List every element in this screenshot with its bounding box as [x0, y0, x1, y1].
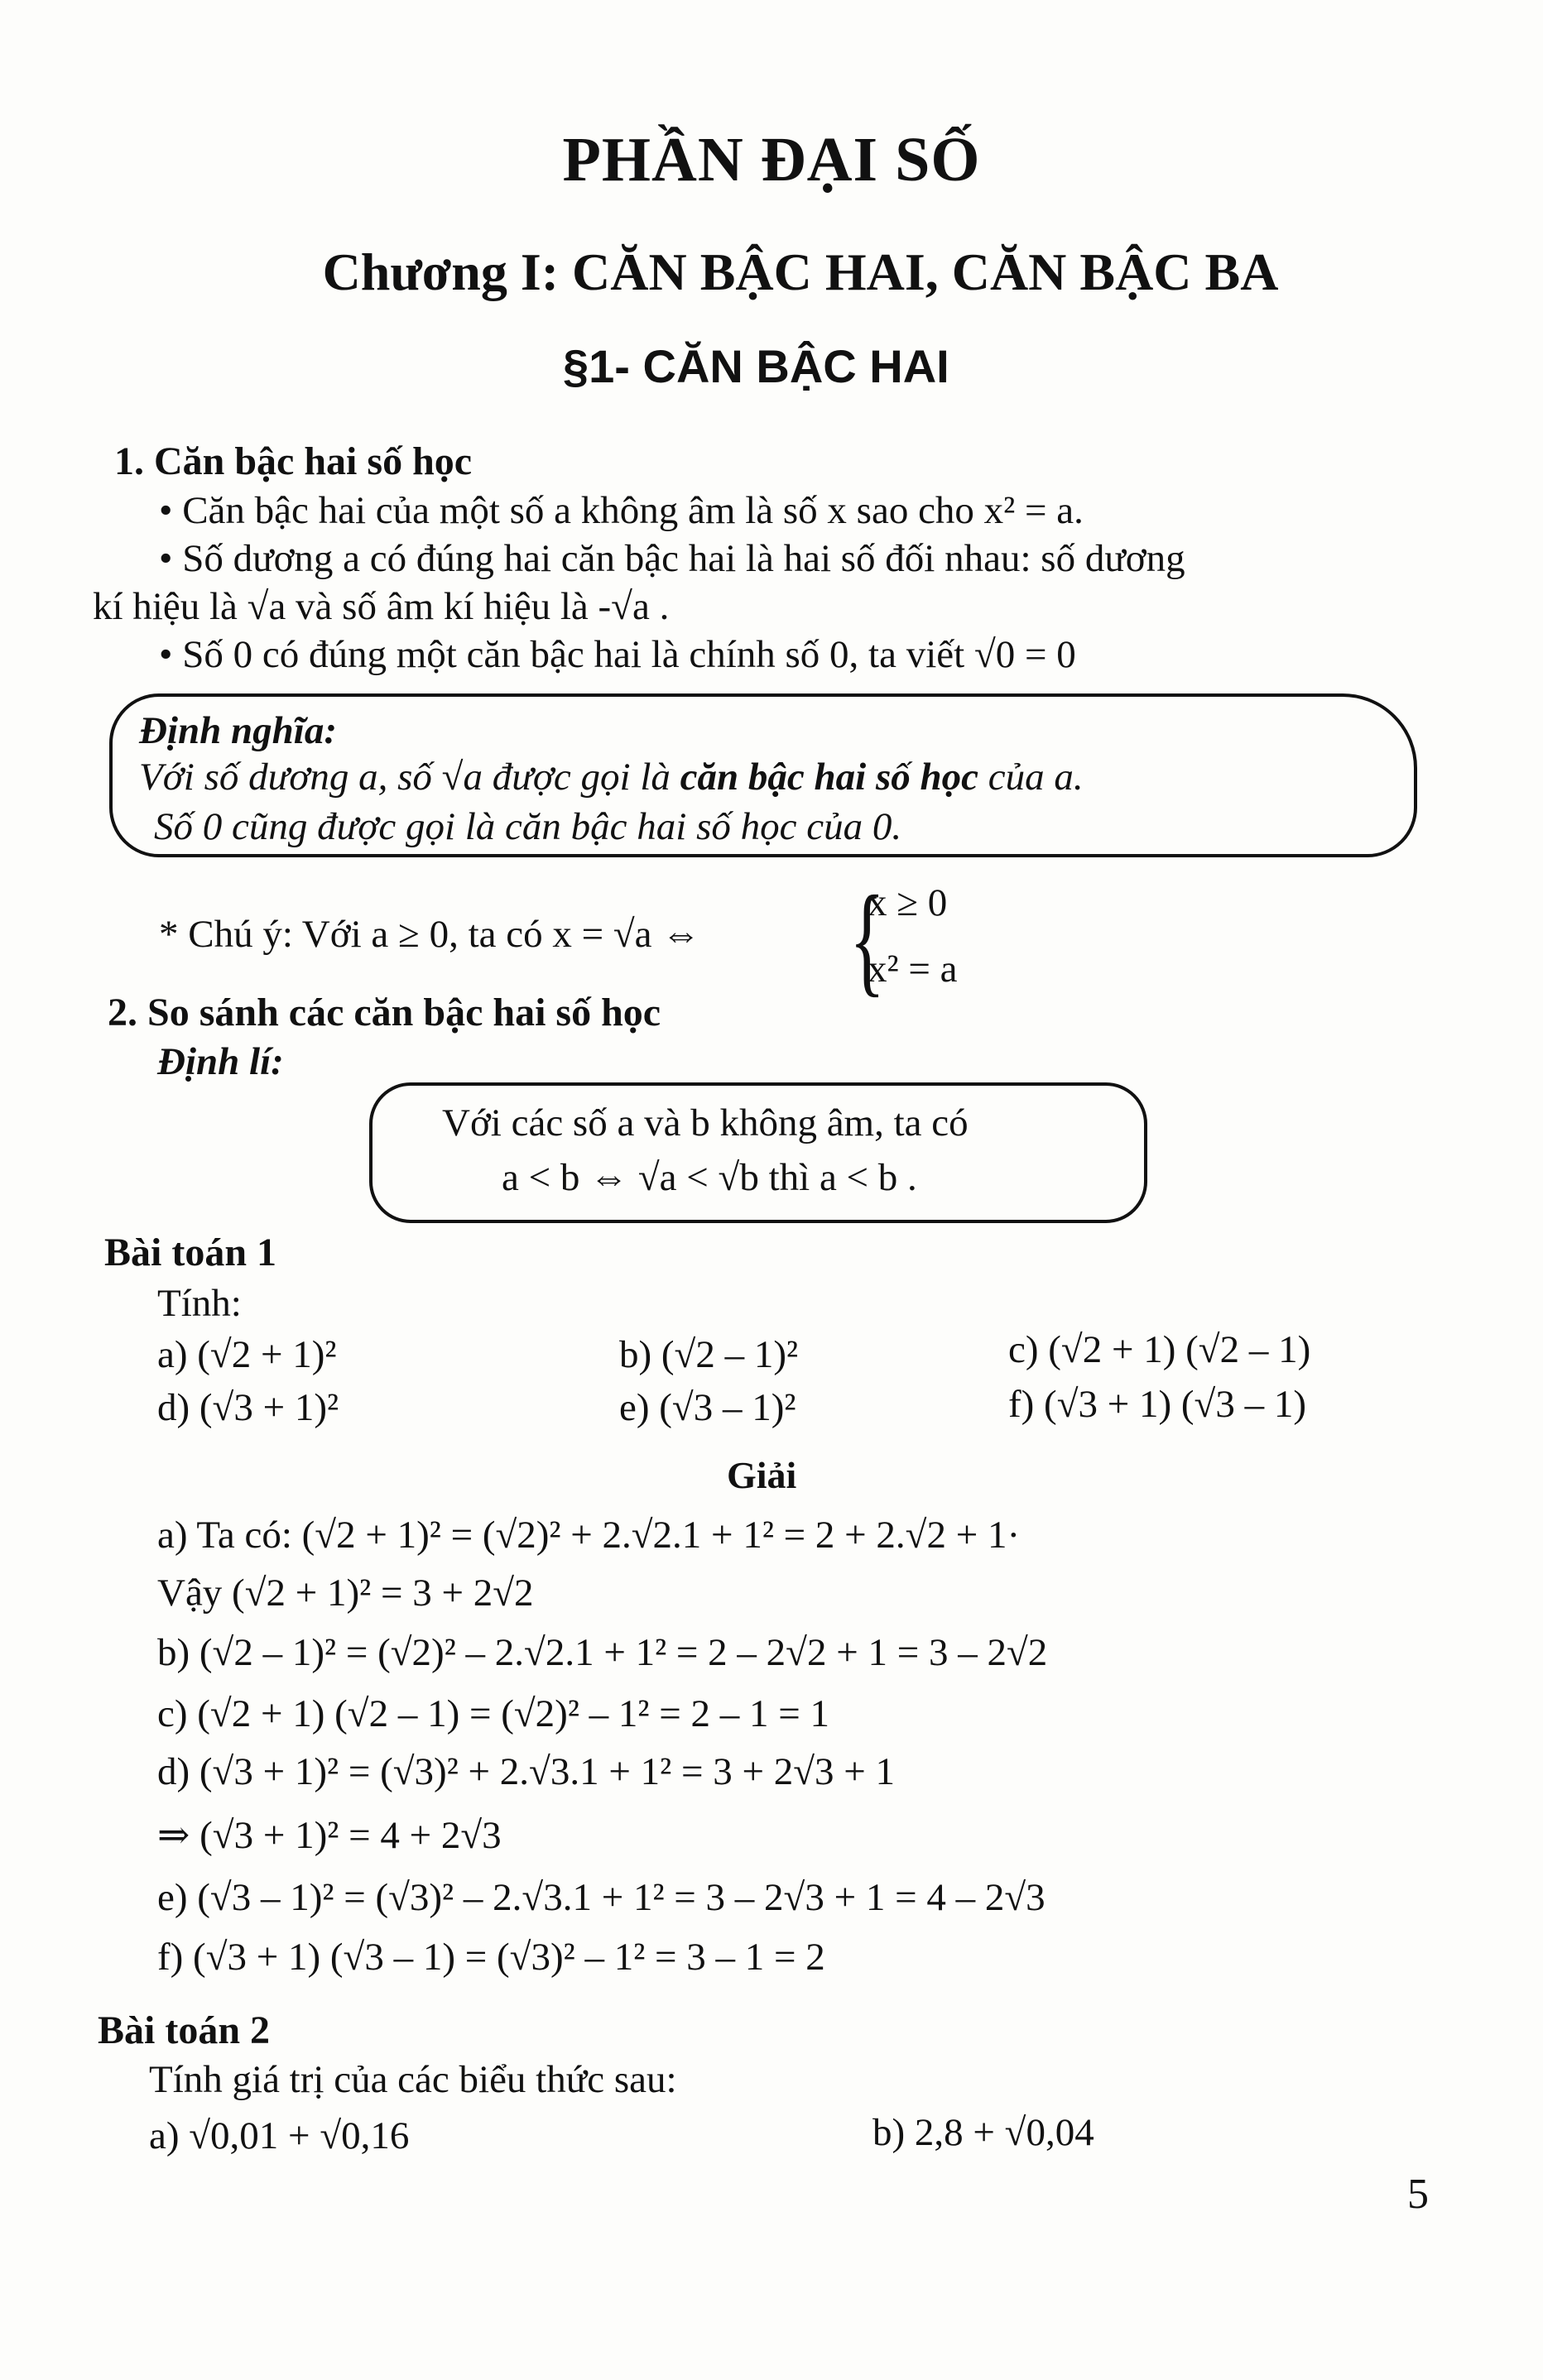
- section2-heading: 2. So sánh các căn bậc hai số học: [108, 991, 661, 1034]
- definition-term: căn bậc hai số học: [680, 756, 978, 799]
- section1-heading: 1. Căn bậc hai số học: [114, 439, 473, 483]
- solution-line-b: b) (√2 – 1)² = (√2)² – 2.√2.1 + 1² = 2 – 2√2 + 1 = 3 – 2√2: [157, 1631, 1048, 1674]
- note-case2: x² = a: [868, 948, 958, 991]
- bullet-2-line1: • Số dương a có đúng hai căn bậc hai là hai số đối nhau: số dương: [159, 537, 1185, 580]
- problem2-heading: Bài toán 2: [98, 2008, 271, 2052]
- problem1-item-c: c) (√2 + 1) (√2 – 1): [1008, 1328, 1311, 1371]
- problem1-item-b: b) (√2 – 1)²: [619, 1333, 799, 1376]
- problem2-prompt: Tính giá trị của các biểu thức sau:: [149, 2058, 677, 2101]
- problem1-item-a: a) (√2 + 1)²: [157, 1333, 337, 1376]
- definition-line1-c: của a.: [978, 756, 1084, 799]
- problem2-item-b: b) 2,8 + √0,04: [872, 2111, 1094, 2154]
- solution-label: Giải: [727, 1454, 797, 1496]
- note-case1: x ≥ 0: [868, 881, 948, 924]
- theorem-line1: Với các số a và b không âm, ta có: [442, 1101, 969, 1144]
- definition-line1-a: Với số dương a, số √a được gọi là: [139, 756, 680, 799]
- section-title: §1- CĂN BẬC HAI: [563, 340, 949, 392]
- solution-line-d: d) (√3 + 1)² = (√3)² + 2.√3.1 + 1² = 3 + 2√3 + 1: [157, 1750, 896, 1793]
- part-title: PHẦN ĐẠI SỐ: [562, 125, 981, 194]
- bullet-2-line2: kí hiệu là √a và số âm kí hiệu là -√a .: [93, 585, 670, 628]
- problem1-item-e: e) (√3 – 1)²: [619, 1386, 796, 1429]
- theorem-line2: a < b ⇔ √a < √b thì a < b .: [502, 1156, 917, 1199]
- bullet-3: • Số 0 có đúng một căn bậc hai là chính số 0, ta viết √0 = 0: [159, 633, 1076, 676]
- definition-line1: [139, 755, 1084, 799]
- page-number: 5: [1407, 2171, 1429, 2218]
- solution-line-a: a) Ta có: (√2 + 1)² = (√2)² + 2.√2.1 + 1² = 2 + 2.√2 + 1·: [157, 1514, 1021, 1557]
- solution-line-f: f) (√3 + 1) (√3 – 1) = (√3)² – 1² = 3 – 1 = 2: [157, 1936, 825, 1979]
- note-text: * Chú ý: Với a ≥ 0, ta có x = √a ⇔: [159, 913, 701, 956]
- problem1-item-f: f) (√3 + 1) (√3 – 1): [1008, 1383, 1307, 1426]
- bullet-1: • Căn bậc hai của một số a không âm là số x sao cho x² = a.: [159, 489, 1084, 532]
- chapter-title: Chương I: CĂN BẬC HAI, CĂN BẬC BA: [322, 242, 1279, 301]
- solution-line-e: e) (√3 – 1)² = (√3)² – 2.√3.1 + 1² = 3 – 2√3 + 1 = 4 – 2√3: [157, 1876, 1045, 1919]
- problem1-item-d: d) (√3 + 1)²: [157, 1386, 339, 1429]
- solution-line-c: c) (√2 + 1) (√2 – 1) = (√2)² – 1² = 2 – 1 = 1: [157, 1692, 830, 1735]
- solution-line-d-result: ⇒ (√3 + 1)² = 4 + 2√3: [157, 1814, 502, 1857]
- theorem-label: Định lí:: [157, 1040, 284, 1083]
- definition-label: Định nghĩa:: [139, 709, 338, 752]
- problem1-prompt: Tính:: [157, 1282, 242, 1325]
- definition-line2: Số 0 cũng được gọi là căn bậc hai số học của 0.: [154, 805, 902, 848]
- solution-line-a-result: Vậy (√2 + 1)² = 3 + 2√2: [157, 1571, 534, 1615]
- problem2-item-a: a) √0,01 + √0,16: [149, 2114, 410, 2157]
- problem1-heading: Bài toán 1: [104, 1231, 277, 1274]
